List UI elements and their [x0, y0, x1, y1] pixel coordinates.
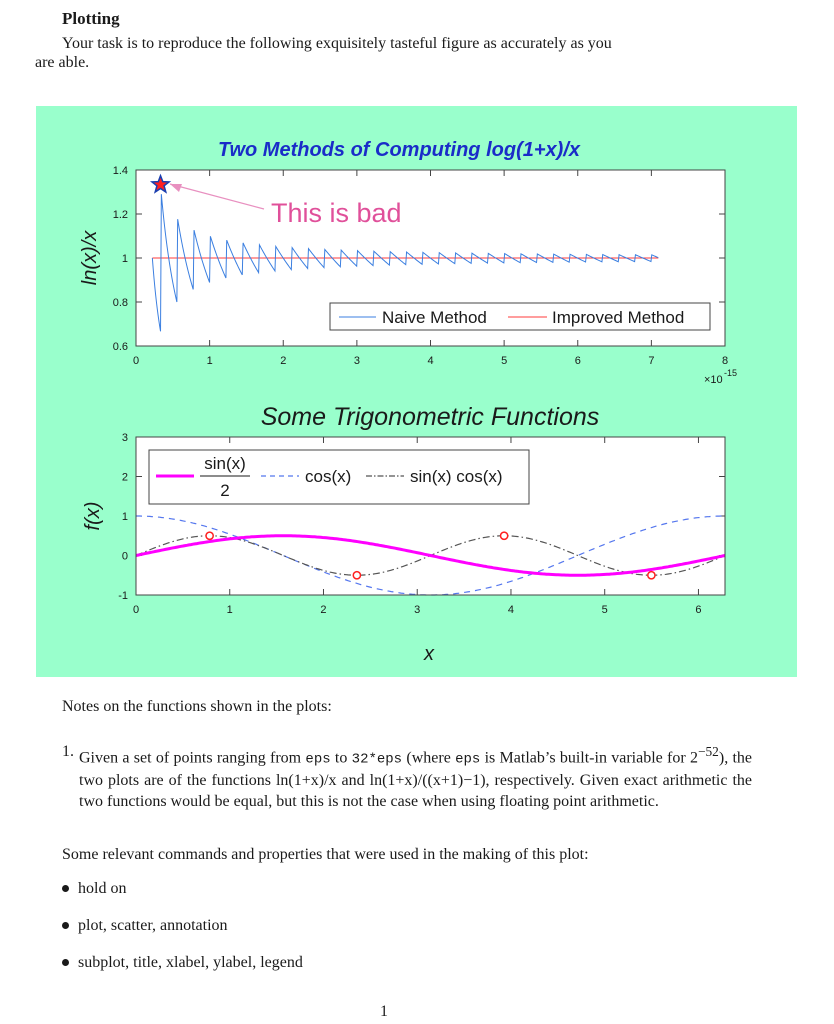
y-tick-label: 1 [121, 253, 128, 265]
y-tick-label: 3 [121, 432, 128, 444]
note-text-part: to [330, 749, 352, 767]
x-tick-label: 1 [206, 355, 213, 367]
legend-sincos-label: sin(x) cos(x) [410, 467, 503, 486]
bullet-text: subplot, title, xlabel, ylabel, legend [78, 954, 303, 971]
commands-heading: Some relevant commands and properties that were used in the making of this plot: [62, 846, 589, 863]
y-tick-label: 2 [121, 471, 128, 484]
y-tick-label: 0.6 [112, 341, 128, 353]
x-tick-label: 6 [574, 355, 581, 367]
top-x-exponent-base: ×10 [704, 374, 723, 386]
notes-heading: Notes on the functions shown in the plots: [62, 698, 332, 715]
bullet-text: plot, scatter, annotation [78, 917, 228, 934]
legend-cos-label: cos(x) [305, 467, 352, 486]
exponent: −52 [698, 744, 719, 759]
y-tick-label: 0.8 [112, 297, 128, 309]
top-x-exponent-power: -15 [724, 368, 738, 378]
top-plot-ylabel: ln(x)/x [79, 230, 101, 286]
y-tick-label: -1 [118, 590, 128, 602]
legend-sin-half-numerator: sin(x) [204, 454, 246, 473]
annotation-text: This is bad [271, 198, 402, 228]
bullet-text: hold on [78, 880, 127, 897]
x-tick-label: 6 [695, 604, 702, 616]
bullet-item [62, 954, 303, 972]
x-tick-label: 0 [132, 604, 140, 616]
x-tick-label: 7 [648, 355, 655, 367]
bottom-plot-ylabel: f(x) [82, 501, 104, 531]
note-item [62, 741, 752, 812]
x-tick-label: 5 [501, 355, 508, 367]
x-tick-label: 1 [226, 604, 233, 616]
top-legend [330, 303, 710, 330]
x-tick-label: 2 [280, 355, 287, 367]
intro-line-1: Your task is to reproduce the following exquisitely tasteful figure as accurately as you [62, 35, 612, 52]
note-text-part: ), the two plots are of the functions ln(1+x)/x and ln(1+x)/((x+1)−1), respectively. Given exact arithmetic the two functions would be equal, but this is not the case when using floating point arithmetic. [79, 749, 753, 811]
page-number: 1 [380, 1003, 388, 1020]
bullet-item [62, 917, 228, 935]
top-plot-title: Two Methods of Computing log(1+x)/x [217, 139, 581, 161]
legend-improved-label: Improved Method [552, 308, 685, 327]
x-tick-label: 3 [414, 604, 421, 616]
note-text-part: (where [402, 749, 456, 767]
section-title: Plotting [62, 9, 120, 28]
x-tick-label: 4 [427, 355, 434, 367]
figure-panel [36, 106, 797, 677]
figure-canvas [36, 106, 797, 677]
x-tick-label: 5 [601, 604, 608, 616]
x-tick-label: 4 [507, 604, 515, 616]
note-text-part: is Matlab’s built-in variable for 2 [480, 749, 698, 767]
code-eps: eps [455, 751, 481, 768]
y-tick-label: 1.4 [112, 165, 128, 177]
marker-circle [353, 572, 360, 579]
bottom-plot-title: Some Trigonometric Functions [260, 403, 600, 431]
marker-circle [501, 532, 508, 539]
y-tick-label: 1.2 [112, 209, 128, 221]
note-number: 1. [62, 743, 74, 760]
y-tick-label: 0 [121, 550, 128, 563]
bullet-dot [62, 922, 69, 929]
bottom-plot-xlabel: x [424, 643, 434, 665]
x-tick-label: 0 [132, 355, 140, 367]
marker-circle [648, 572, 655, 579]
x-tick-label: 2 [320, 604, 327, 616]
code-32eps: 32*eps [351, 751, 403, 768]
legend-sin-half-denominator: 2 [220, 481, 230, 500]
marker-circle [206, 532, 213, 539]
intro-line-2: are able. [35, 54, 90, 71]
x-tick-label: 3 [353, 355, 360, 367]
y-tick-label: 1 [121, 511, 128, 523]
top-x-exponent [704, 368, 737, 386]
code-eps: eps [305, 751, 331, 768]
x-tick-label: 8 [721, 355, 729, 367]
note-text [79, 741, 752, 812]
bullet-dot [62, 885, 69, 892]
bullet-dot [62, 959, 69, 966]
bullet-item [62, 880, 126, 898]
bottom-legend [149, 450, 529, 504]
legend-naive-label: Naive Method [382, 308, 487, 327]
note-text-part: Given a set of points ranging from [79, 749, 306, 767]
